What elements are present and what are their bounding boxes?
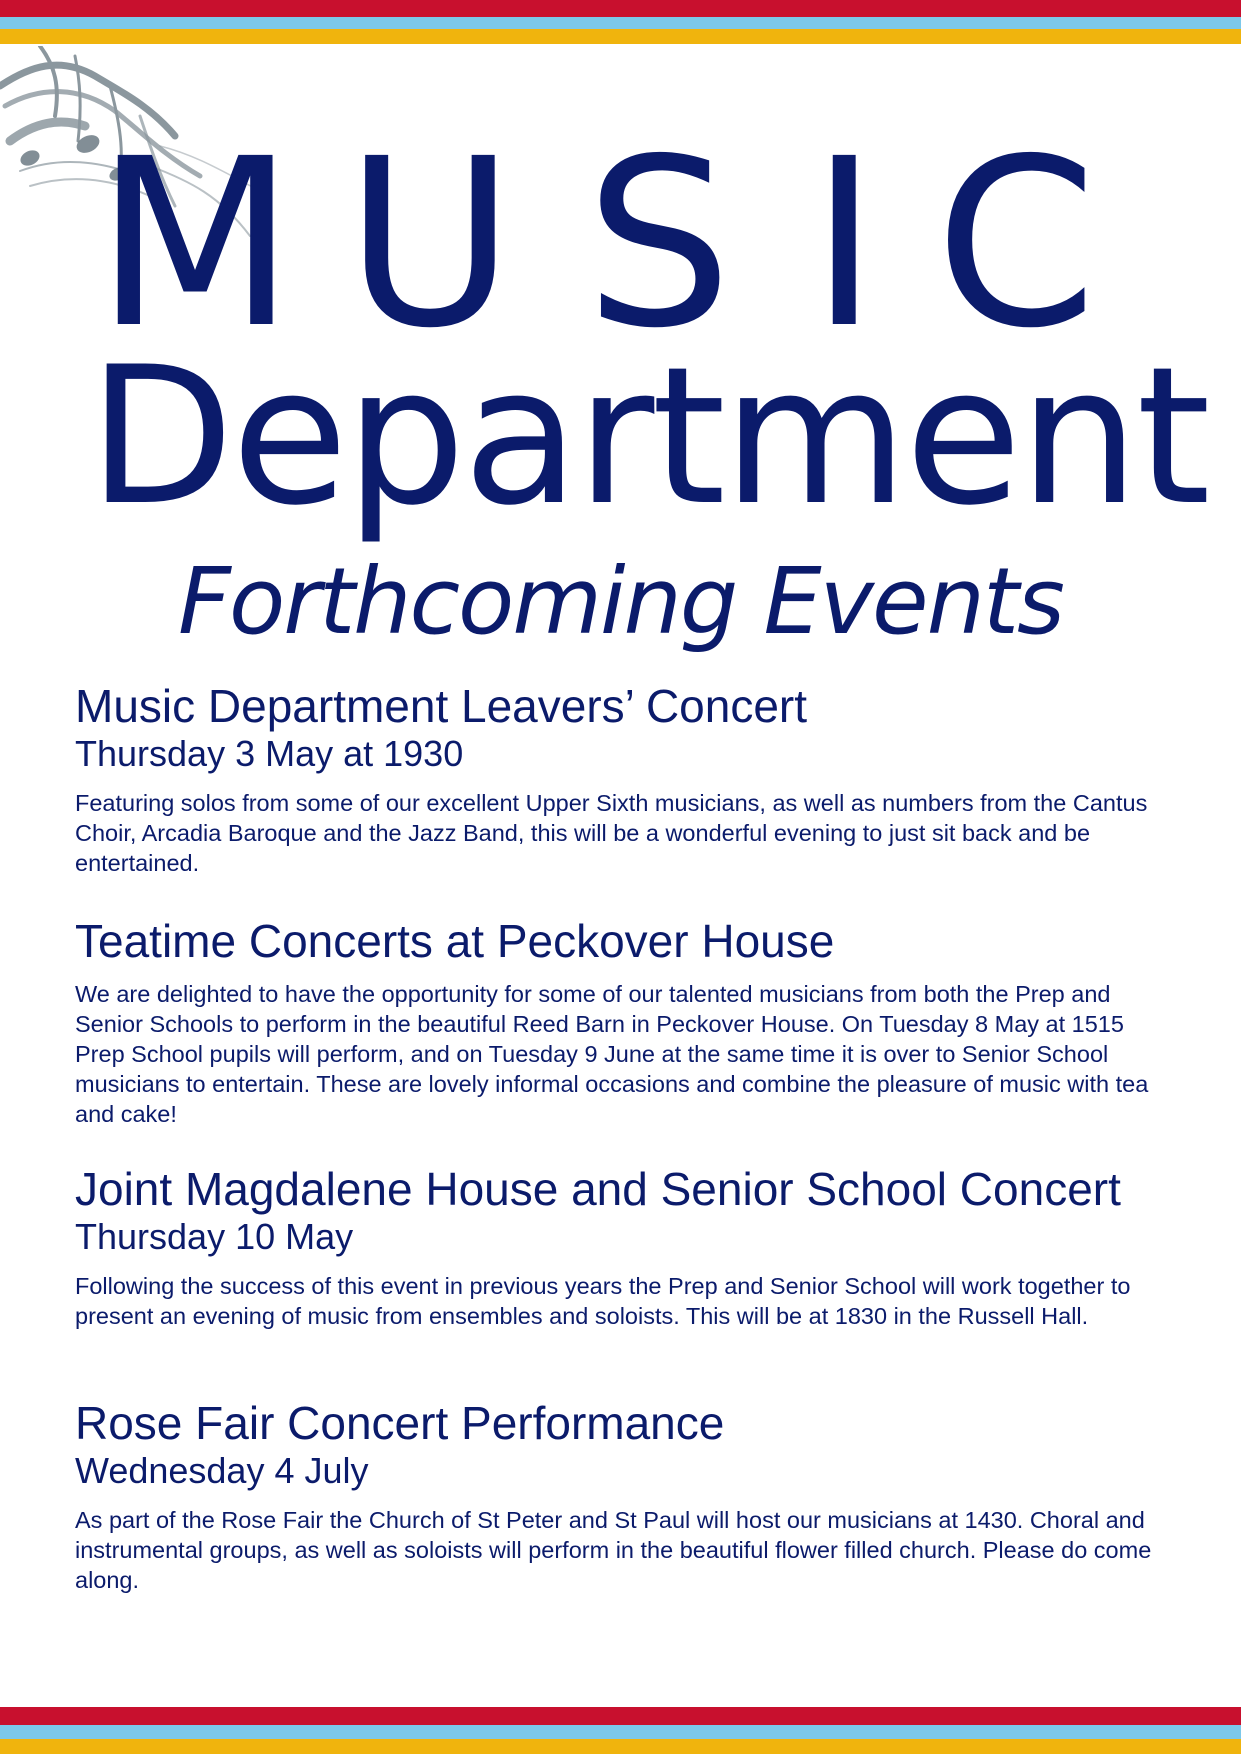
event-description: As part of the Rose Fair the Church of St Peter and St Paul will host our musicians at 1430. Choral and instrumental groups, as well as soloists will perform in the beautiful flower filled church. Please do come along. [75,1507,1152,1593]
event-item [75,1397,1175,1595]
event-title: Joint Magdalene House and Senior School Concert [75,1163,1121,1215]
title-letter-u: U [345,109,515,379]
title-letter-i: I [810,109,879,379]
bottom-stripe-red [0,1707,1241,1725]
event-item [75,915,1175,1129]
event-date: Wednesday 4 July [75,1450,369,1491]
bottom-stripe-gold [0,1739,1241,1754]
title-forthcoming-events: Forthcoming Events [178,548,1063,655]
bottom-stripe-blue [0,1725,1241,1739]
event-description: We are delighted to have the opportunity for some of our talented musicians from both the Prep and Senior Schools to perform in the beautiful Reed Barn in Peckover House. On Tuesday 8 May at 1515 Prep School pupils will perform, and on Tuesday 9 June at the same time it is over to Senior School musicians to entertain. These are lovely informal occasions and combine the pleasure of music with tea and cake! [75,981,1149,1127]
event-description: Featuring solos from some of our excellent Upper Sixth musicians, as well as numbers from the Cantus Choir, Arcadia Baroque and the Jazz Band, this will be a wonderful evening to just sit back and be entertained. [75,790,1148,876]
event-description: Following the success of this event in previous years the Prep and Senior School will work together to present an evening of music from ensembles and soloists. This will be at 1830 in the Russell Hall. [75,1273,1131,1329]
top-stripe-blue [0,17,1241,29]
event-title: Teatime Concerts at Peckover House [75,915,835,967]
title-letter-c: C [935,109,1097,379]
title-music [0,109,1241,379]
event-item [75,680,1175,878]
event-date: Thursday 10 May [75,1216,354,1257]
title-department: Department [88,326,1208,547]
event-title: Rose Fair Concert Performance [75,1397,725,1449]
event-date: Thursday 3 May at 1930 [75,733,464,774]
event-title: Music Department Leavers’ Concert [75,680,808,732]
title-letter-m: M [95,109,296,379]
top-stripe-red [0,0,1241,17]
top-stripe-gold [0,29,1241,44]
title-letter-s: S [585,109,733,379]
event-item [75,1163,1175,1331]
